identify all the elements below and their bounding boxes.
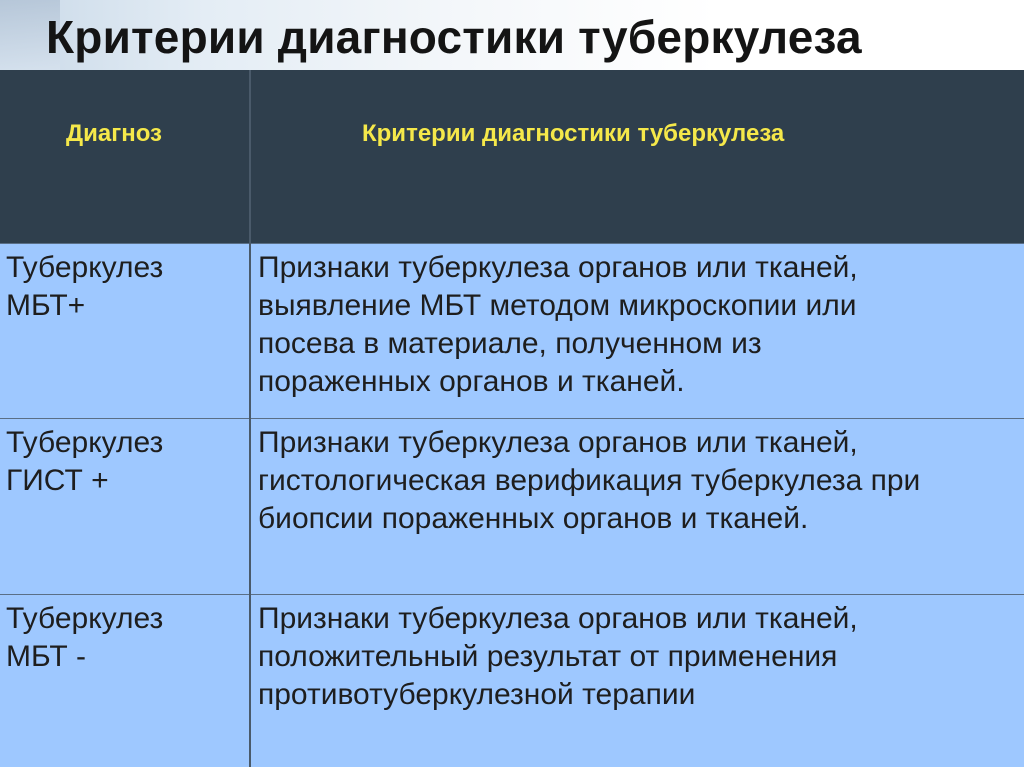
slide-title: Критерии диагностики туберкулеза — [46, 11, 862, 63]
header-diagnosis: Диагноз — [66, 120, 162, 147]
criteria-line: Признаки туберкулеза органов или тканей, — [258, 426, 858, 459]
diagnosis-cell — [6, 600, 244, 676]
criteria-line: биопсии пораженных органов и тканей. — [258, 502, 809, 535]
criteria-line: пораженных органов и тканей. — [258, 365, 685, 398]
diagnosis-line: Туберкулез — [6, 602, 164, 635]
header-criteria: Критерии диагностики туберкулеза — [362, 120, 785, 147]
criteria-line: Признаки туберкулеза органов или тканей, — [258, 602, 858, 635]
criteria-cell — [258, 249, 1018, 401]
criteria-line: выявление МБТ методом микроскопии или — [258, 289, 857, 322]
row-divider — [0, 594, 1024, 595]
criteria-table — [0, 70, 1024, 767]
diagnosis-cell — [6, 424, 244, 500]
criteria-line: Признаки туберкулеза органов или тканей, — [258, 251, 858, 284]
diagnosis-cell — [6, 249, 244, 325]
table-header-row — [0, 70, 1024, 243]
table-row — [0, 594, 1024, 767]
criteria-line: положительный результат от применения — [258, 640, 838, 673]
diagnosis-line: МБТ - — [6, 640, 86, 673]
table-row — [0, 243, 1024, 418]
diagnosis-line: МБТ+ — [6, 289, 86, 322]
row-divider — [0, 418, 1024, 419]
table-row — [0, 418, 1024, 594]
criteria-line: противотуберкулезной терапии — [258, 678, 696, 711]
column-divider — [249, 70, 251, 767]
criteria-line: посева в материале, полученном из — [258, 327, 762, 360]
diagnosis-line: Туберкулез — [6, 251, 164, 284]
diagnosis-line: ГИСТ + — [6, 464, 109, 497]
diagnosis-line: Туберкулез — [6, 426, 164, 459]
criteria-cell — [258, 600, 1018, 714]
title-bar — [0, 0, 1024, 70]
criteria-cell — [258, 424, 1018, 538]
row-divider — [0, 243, 1024, 244]
criteria-line: гистологическая верификация туберкулеза при — [258, 464, 921, 497]
